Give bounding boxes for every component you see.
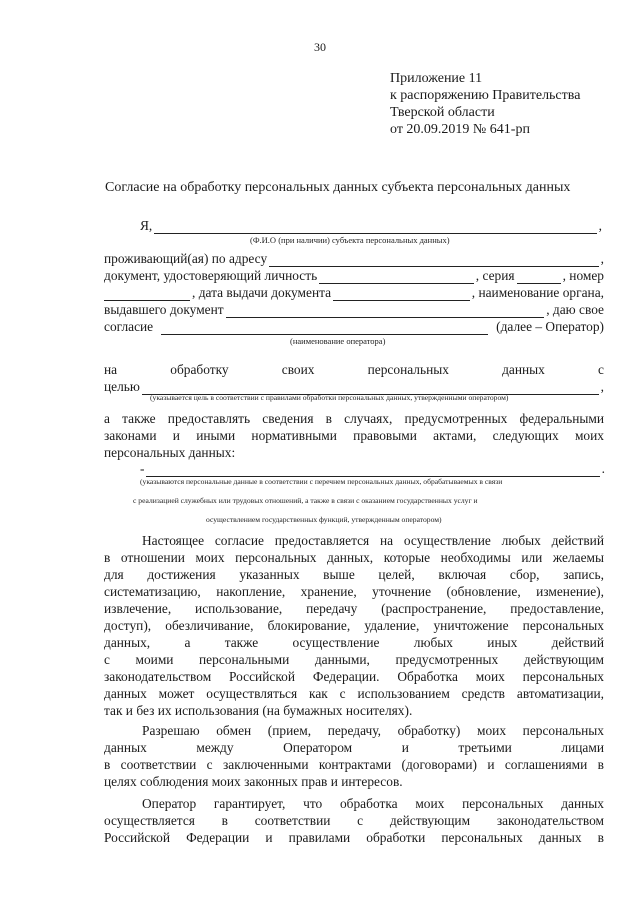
text-line: с моими персональными данными, предусмотренных действующим: [104, 652, 604, 667]
purpose-word: персональных: [367, 362, 449, 377]
series-field[interactable]: [517, 270, 561, 284]
issuer-line: [104, 301, 604, 318]
text-line: данных может осуществляться как с использованием средств автоматизации,: [104, 686, 604, 701]
text-line: Российской Федерации и правилами обработки персональных данных в: [104, 830, 604, 845]
comma: ,: [600, 251, 604, 266]
data-list-line: [140, 460, 605, 477]
text-line: для достижения указанных выше целей, включая сбор, запись,: [104, 567, 604, 582]
appendix-line: к распоряжению Правительства: [390, 88, 581, 103]
text-line: осуществляется в соответствии с действующим законодательством: [104, 813, 604, 828]
text-line: Оператор гарантирует, что обработка моих персональных данных: [142, 796, 604, 811]
page-number: 30: [314, 40, 326, 54]
fio-field[interactable]: [154, 220, 596, 234]
list-caption: (указываются персональные данные в соответствии с перечнем персональных данных, обрабатываемых в связи: [140, 477, 503, 486]
purpose-word: с: [598, 362, 604, 377]
list-caption: с реализацией служебных или трудовых отношений, а также в связи с оказанием государственных услуг и: [133, 496, 478, 505]
text-line: доступ), обезличивание, блокирование, удаление, уничтожение персональных: [104, 618, 604, 633]
purpose-word: на: [104, 362, 118, 377]
document-line: [104, 267, 604, 284]
paragraph-guarantee: [104, 795, 604, 846]
series-label: , серия: [475, 268, 515, 283]
issuer-field[interactable]: [226, 304, 545, 318]
purpose-caption: (указывается цель в соответствии с правилами обработки персональных данных, утвержденными оператором): [150, 393, 509, 402]
text-line: законами и иными нормативными правовыми актами, следующих моих: [104, 428, 604, 443]
doc-label: документ, удостоверяющий личность: [104, 268, 318, 283]
appendix-line: Тверской области: [390, 105, 495, 120]
number-field[interactable]: [104, 287, 190, 301]
paragraph-exchange: [104, 722, 604, 790]
issue-date-label: , дата выдачи документа: [192, 285, 332, 300]
purpose-word: обработку: [170, 362, 229, 377]
paragraph-actions: [104, 532, 604, 719]
data-list-field[interactable]: [146, 463, 599, 477]
document-title: Согласие на обработку персональных данных субъекта персональных данных: [105, 180, 571, 195]
operator-field[interactable]: [161, 321, 488, 335]
text-line: извлечение, использование, передачу (распространение, предоставление,: [104, 601, 604, 616]
operator-tail: (далее – Оператор): [496, 319, 604, 334]
operator-line: [104, 318, 604, 335]
text-line: а также предоставлять сведения в случаях, предусмотренных федеральными: [104, 411, 604, 426]
address-field[interactable]: [269, 253, 598, 267]
operator-caption: (наименование оператора): [290, 336, 386, 346]
text-line: данных, а также осуществление любых иных действий: [104, 635, 604, 650]
appendix-line: Приложение 11: [390, 71, 483, 86]
address-line: [104, 250, 604, 267]
text-line: Разрешаю обмен (прием, передачу, обработку) моих персональных: [142, 723, 604, 738]
list-caption: осуществлением государственных функций, утвержденным оператором): [206, 515, 442, 524]
consent-word: согласие: [104, 319, 154, 334]
org-label: , наименование органа,: [471, 285, 604, 300]
issuer-label: выдавшего документ: [104, 302, 224, 317]
appendix-header: [390, 70, 580, 138]
text-line: в соответствии с заключенными контрактами (договорами) и соглашениями в: [104, 757, 604, 772]
also-paragraph: [104, 410, 604, 461]
issue-date-field[interactable]: [333, 287, 470, 301]
dot: .: [601, 461, 605, 476]
doc-field[interactable]: [319, 270, 474, 284]
address-label: проживающий(ая) по адресу: [104, 251, 268, 266]
consent-tail: , даю свое: [546, 302, 604, 317]
text-line: в отношении моих персональных данных, которые необходимы или желаемы: [104, 550, 604, 565]
purpose-words-line: [104, 361, 604, 378]
text-line: целях соблюдения моих законных прав и интересов.: [104, 774, 403, 789]
text-line: данных между Оператором и третьими лицами: [104, 740, 604, 755]
text-line: персональных данных:: [104, 445, 236, 460]
purpose-label: целью: [104, 379, 140, 394]
fio-caption: (Ф.И.О (при наличии) субъекта персональных данных): [250, 235, 450, 245]
comma: ,: [598, 218, 602, 233]
dash: -: [140, 461, 145, 476]
fio-line: [140, 217, 602, 234]
appendix-line: от 20.09.2019 № 641-рп: [390, 122, 530, 137]
number-label: , номер: [562, 268, 604, 283]
purpose-word: своих: [281, 362, 315, 377]
purpose-word: данных: [502, 362, 545, 377]
comma: ,: [600, 379, 604, 394]
text-line: систематизацию, накопление, хранение, уточнение (обновление, изменение),: [104, 584, 604, 599]
text-line: законодательством Российской Федерации. Обработка моих персональных: [104, 669, 604, 684]
text-line: Настоящее согласие предоставляется на осуществление любых действий: [142, 533, 604, 548]
text-line: так и без их использования (на бумажных носителях).: [104, 703, 413, 718]
issue-date-line: [104, 284, 604, 301]
ya-label: Я,: [140, 218, 153, 233]
